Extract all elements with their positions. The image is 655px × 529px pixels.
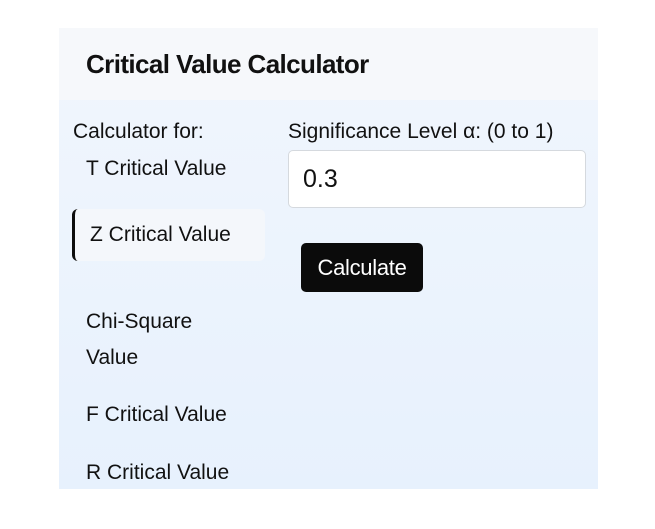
- sidebar-item-r-critical-value[interactable]: R Critical Value: [86, 461, 230, 484]
- sidebar-item-chi-square-value[interactable]: Chi-Square Value: [86, 310, 193, 369]
- calculate-button[interactable]: Calculate: [301, 243, 423, 292]
- calculator-card: [59, 28, 598, 489]
- significance-level-label: Significance Level α: (0 to 1): [288, 120, 554, 143]
- sidebar-item-t-critical-value[interactable]: T Critical Value: [86, 157, 227, 180]
- card-header: [59, 28, 598, 100]
- page-title: Critical Value Calculator: [86, 49, 369, 79]
- sidebar-label: Calculator for:: [73, 120, 204, 143]
- sidebar-item-z-critical-value[interactable]: Z Critical Value: [72, 209, 265, 261]
- sidebar-item-f-critical-value[interactable]: F Critical Value: [86, 403, 227, 426]
- significance-level-input[interactable]: [288, 150, 586, 208]
